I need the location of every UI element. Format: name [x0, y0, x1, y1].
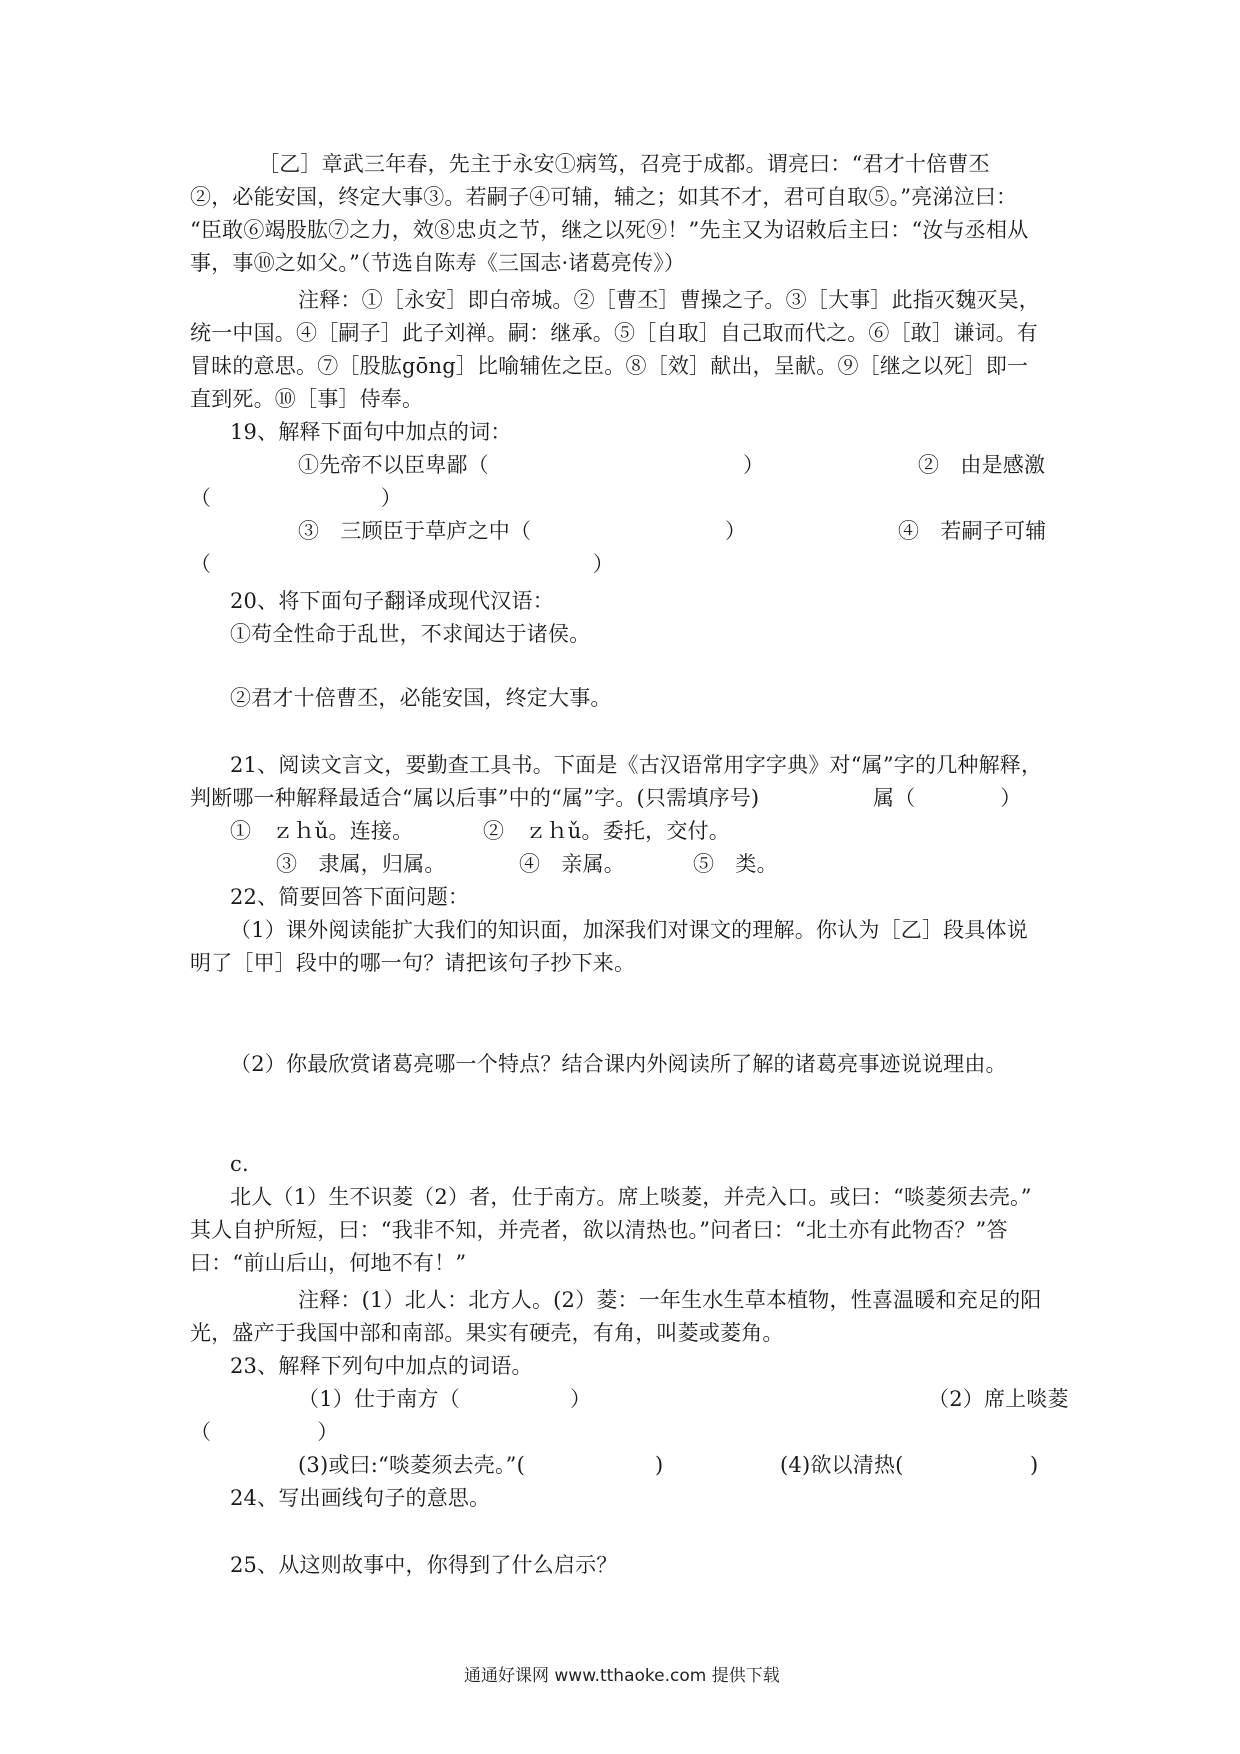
passage-c-note-1: 注释：(1）北人：北方人。(2）菱：一年生水生草本植物，性喜温暖和充足的阳	[298, 1288, 1042, 1312]
q22-part-1-line-1: （1）课外阅读能扩大我们的知识面，加深我们对课文的理解。你认为［乙］段具体说	[230, 918, 1028, 942]
q19-item-1: ①先帝不以臣卑鄙（	[298, 453, 489, 477]
q23-item-1: （1）仕于南方（	[298, 1387, 460, 1411]
q19-item-1-close: ）	[743, 453, 765, 477]
q21-answer-blank: 属（ ）	[873, 786, 1022, 810]
q19-item-3: ③ 三顾臣于草庐之中（	[298, 519, 532, 543]
passage-c-note-2: 光，盛产于我国中部和南部。果实有硬壳，有角，叫菱或菱角。	[190, 1321, 784, 1345]
passage-c-line-3: 曰：“前山后山，何地不有！”	[190, 1251, 467, 1275]
q21-option-4: ④ 亲属。	[519, 852, 625, 876]
passage-b-line-1: ［乙］章武三年春，先主于永安①病笃，召亮于成都。谓亮曰：“君才十倍曹丕	[258, 152, 990, 176]
passage-b-line-2: ②，必能安国，终定大事③。若嗣子④可辅，辅之；如其不才，君可自取⑤。”亮涕泣曰：	[190, 185, 1018, 209]
q23-item-2: （2）席上啖菱	[928, 1387, 1069, 1411]
passage-b-note-2: 统一中国。④［嗣子］此子刘禅。嗣：继承。⑤［自取］自己取而代之。⑥［敢］谦词。有	[190, 321, 1038, 345]
q19-item-4: ④ 若嗣子可辅	[898, 519, 1047, 543]
passage-c-line-1: 北人（1）生不识菱（2）者，仕于南方。席上啖菱，并壳入口。或曰：“啖菱须去壳。”	[230, 1185, 1032, 1209]
q19-item-2-blank: （ ）	[190, 486, 402, 510]
passage-c-line-2: 其人自护所短，曰：“我非不知，并壳者，欲以清热也。”问者曰：“北土亦有此物否？”答	[190, 1218, 1008, 1242]
q23-item-3: (3)或曰:“啖菱须去壳。”(	[298, 1453, 525, 1477]
passage-b-note-3: 冒昧的意思。⑦［股肱gōng］比喻辅佐之臣。⑧［效］献出，呈献。⑨［继之以死］即一	[190, 354, 1029, 378]
q22-part-1-line-2: 明了［甲］段中的哪一句？请把该句子抄下来。	[190, 951, 636, 975]
page-footer: 通通好课网 www.tthaoke.com 提供下载	[464, 1666, 780, 1686]
q24-title: 24、写出画线句子的意思。	[230, 1486, 491, 1510]
passage-b-line-4: 事，事⑩之如父。”（节选自陈寿《三国志·诸葛亮传》）	[190, 251, 686, 275]
q21-option-5: ⑤ 类。	[693, 852, 778, 876]
q21-option-1: ① ｚｈǔ。连接。	[230, 819, 414, 843]
q25-title: 25、从这则故事中，你得到了什么启示？	[230, 1553, 618, 1577]
q21-option-3: ③ 隶属，归属。	[276, 852, 446, 876]
q23-item-1-close: ）	[570, 1387, 592, 1411]
q23-item-3-close: )	[655, 1453, 664, 1477]
passage-c-label: c.	[230, 1152, 249, 1176]
q21-line-2: 判断哪一种解释最适合“属以后事”中的“属”字。(只需填序号)	[190, 786, 760, 810]
q19-item-4-blank: （ ）	[190, 552, 614, 576]
q23-item-2-blank: （ ）	[190, 1420, 339, 1444]
q19-item-3-close: ）	[725, 519, 747, 543]
q23-item-4-close: )	[1030, 1453, 1039, 1477]
passage-b-note-1: 注释：①［永安］即白帝城。②［曹丕］曹操之子。③［大事］此指灭魏灭吴，	[298, 288, 1040, 312]
q20-sentence-1: ①苟全性命于乱世，不求闻达于诸侯。	[230, 622, 591, 646]
q21-option-2: ② ｚｈǔ。委托，交付。	[483, 819, 730, 843]
passage-b-note-4: 直到死。⑩［事］侍奉。	[190, 387, 424, 411]
q19-item-2: ② 由是感激	[918, 453, 1046, 477]
q23-title: 23、解释下列句中加点的词语。	[230, 1354, 533, 1378]
passage-b-line-3: “臣敢⑥竭股肱⑦之力，效⑧忠贞之节，继之以死⑨！”先主又为诏敕后主曰：“汝与丞相从	[190, 218, 1029, 242]
q21-line-1: 21、阅读文言文，要勤查工具书。下面是《古汉语常用字字典》对“属”字的几种解释，	[230, 753, 1043, 777]
q20-title: 20、将下面句子翻译成现代汉语：	[230, 589, 554, 613]
q23-item-4: (4)欲以清热(	[780, 1453, 904, 1477]
q22-title: 22、简要回答下面问题：	[230, 885, 470, 909]
q19-title: 19、解释下面句中加点的词：	[230, 420, 512, 444]
q22-part-2: （2）你最欣赏诸葛亮哪一个特点？结合课内外阅读所了解的诸葛亮事迹说说理由。	[230, 1052, 1007, 1076]
q20-sentence-2: ②君才十倍曹丕，必能安国，终定大事。	[230, 686, 612, 710]
